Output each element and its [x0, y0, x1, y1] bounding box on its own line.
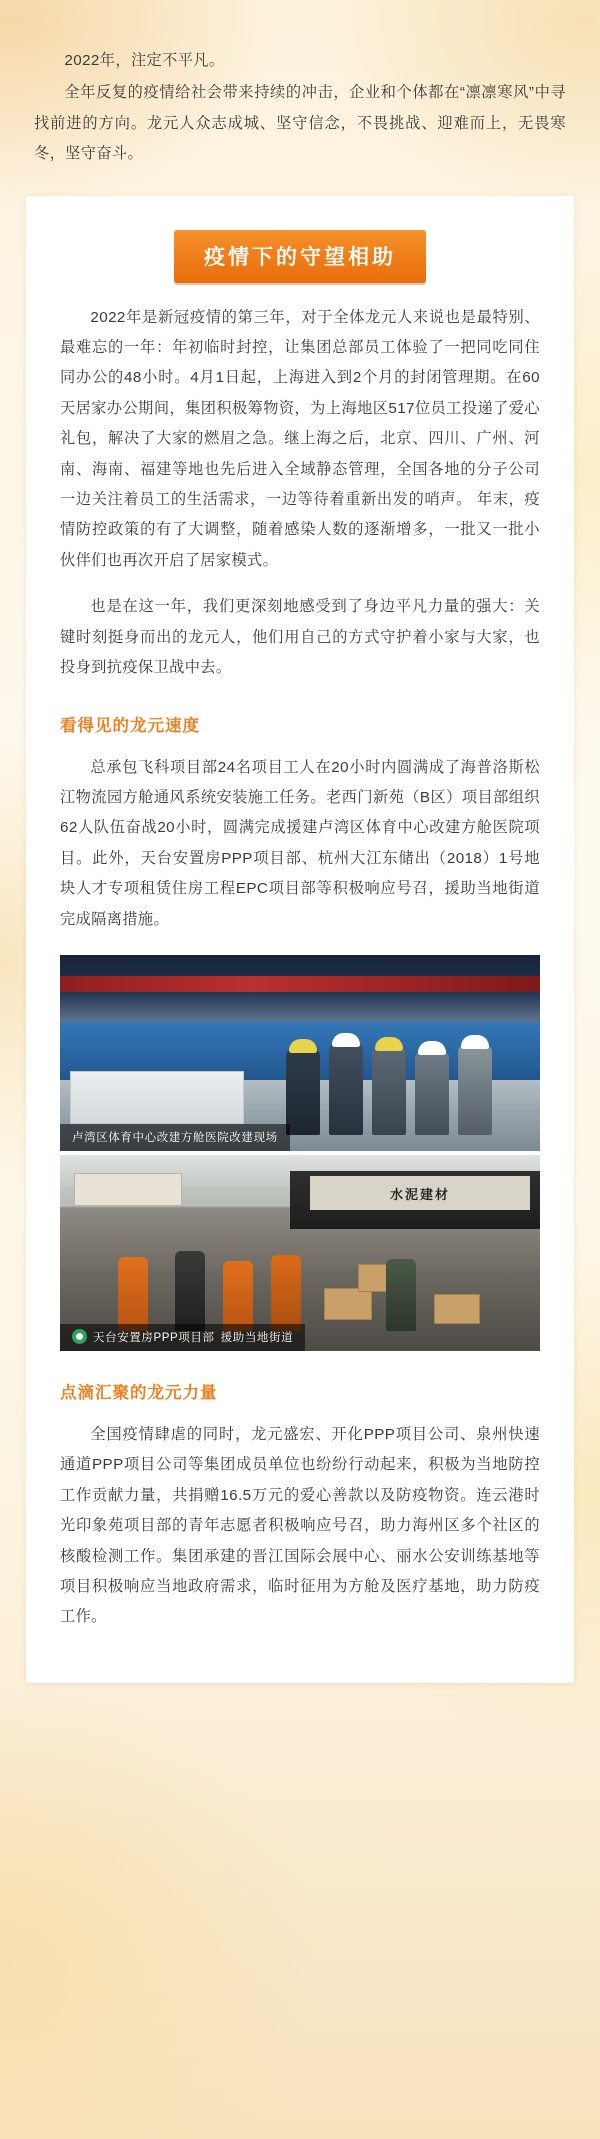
photo2-shop-sign: 水泥建材 — [310, 1176, 531, 1209]
section-paragraph-speed: 总承包飞科项目部24名项目工人在20小时内圆满成了海普洛斯松江物流园方舱通风系统安装施工任务。老西门新苑（B区）项目部组织62人队伍奋战20小时，圆满完成援建卢湾区体育中心改建方舱医院项目。此外，天台安置房PPP项目部、杭州大江东储出（2018）1号地块人才专项租赁住房工程EPC项目部等积极响应号召，援助当地街道完成隔离措施。 — [60, 758, 540, 928]
photo1-caption: 卢湾区体育中心改建方舱医院改建现场 — [60, 1124, 290, 1151]
card-body-2 — [26, 1377, 574, 1633]
company-logo-icon — [72, 1329, 87, 1344]
banner-title: 疫情下的守望相助 — [174, 230, 426, 283]
intro-paragraph-1: 2022年，注定不平凡。 — [64, 52, 225, 69]
photo1-helmet — [375, 1037, 403, 1051]
photo-stadium-fangcang — [60, 955, 540, 1151]
photo1-white-panel — [70, 1071, 245, 1124]
photo2-caption-text-2: 援助当地街道 — [220, 1331, 294, 1344]
photo2-supply-box — [434, 1294, 480, 1324]
photo1-red-banner — [60, 976, 540, 992]
photo2-volunteer — [223, 1261, 253, 1331]
photo1-helmet — [289, 1039, 317, 1053]
photo1-worker — [329, 1043, 363, 1135]
intro-paragraph-2: 全年反复的疫情给社会带来持续的冲击，企业和个体都在“凛凛寒风”中寻找前进的方向。龙元人众志成城、坚守信念，不畏挑战、迎难而上，无畏寒冬，坚守奋斗。 — [34, 84, 566, 163]
photo2-volunteer — [118, 1257, 148, 1331]
section-banner — [26, 230, 574, 283]
photo2-volunteer — [271, 1255, 301, 1331]
photo1-worker — [286, 1049, 320, 1135]
photo1-helmet — [418, 1041, 446, 1055]
photo1-worker — [458, 1045, 492, 1135]
photo2-caption-text: 天台安置房PPP项目部 — [93, 1331, 215, 1344]
photo2-supply-box — [324, 1288, 372, 1320]
photo1-helmet — [461, 1035, 489, 1049]
photo-street-support — [60, 1155, 540, 1351]
section-title-speed: 看得见的龙元速度 — [60, 716, 200, 735]
photo2-left-sign — [74, 1173, 182, 1206]
photo2-worker — [386, 1259, 416, 1331]
section-title-power: 点滴汇聚的龙元力量 — [60, 1383, 218, 1402]
card-body — [26, 303, 574, 935]
photo1-worker — [372, 1047, 406, 1135]
photo2-caption — [60, 1324, 305, 1351]
photo2-worker — [175, 1251, 205, 1331]
section-paragraph-power: 全国疫情肆虐的同时，龙元盛宏、开化PPP项目公司、泉州快速通道PPP项目公司等集团成员单位也纷纷行动起来，积极为当地防控工作贡献力量，共捐赠16.5万元的爱心善款以及防疫物资。连云港时光印象苑项目部的青年志愿者积极响应号召，助力海州区多个社区的核酸检测工作。集团承建的晋江国际会展中心、丽水公安训练基地等项目积极响应当地政府需求，临时征用为方舱及医疗基地，助力防疫工作。 — [60, 1425, 540, 1626]
content-card — [26, 196, 574, 1683]
photo-gallery — [60, 955, 540, 1351]
photo1-worker — [415, 1051, 449, 1135]
body-paragraph-1: 2022年是新冠疫情的第三年，对于全体龙元人来说也是最特别、最难忘的一年：年初临时封控，让集团总部员工体验了一把同吃同住同办公的48小时。4月1日起，上海进入到2个月的封闭管理期。在60天居家办公期间，集团积极筹物资，为上海地区517位员工投递了爱心礼包，解决了大家的燃眉之急。继上海之后，北京、四川、广州、河南、海南、福建等地也先后进入全域静态管理，全国各地的分子公司一边关注着员工的生活需求，一边等待着重新出发的哨声。 年末，疫情防控政策的有了大调整，随着感染人数的逐渐增多，一批又一批小伙伴们也再次开启了居家模式。 — [60, 308, 540, 569]
photo1-helmet — [332, 1033, 360, 1047]
intro-section — [0, 0, 600, 170]
body-paragraph-2: 也是在这一年，我们更深刻地感受到了身边平凡力量的强大：关键时刻挺身而出的龙元人，他们用自己的方式守护着小家与大家，也投身到抗疫保卫战中去。 — [60, 598, 540, 677]
